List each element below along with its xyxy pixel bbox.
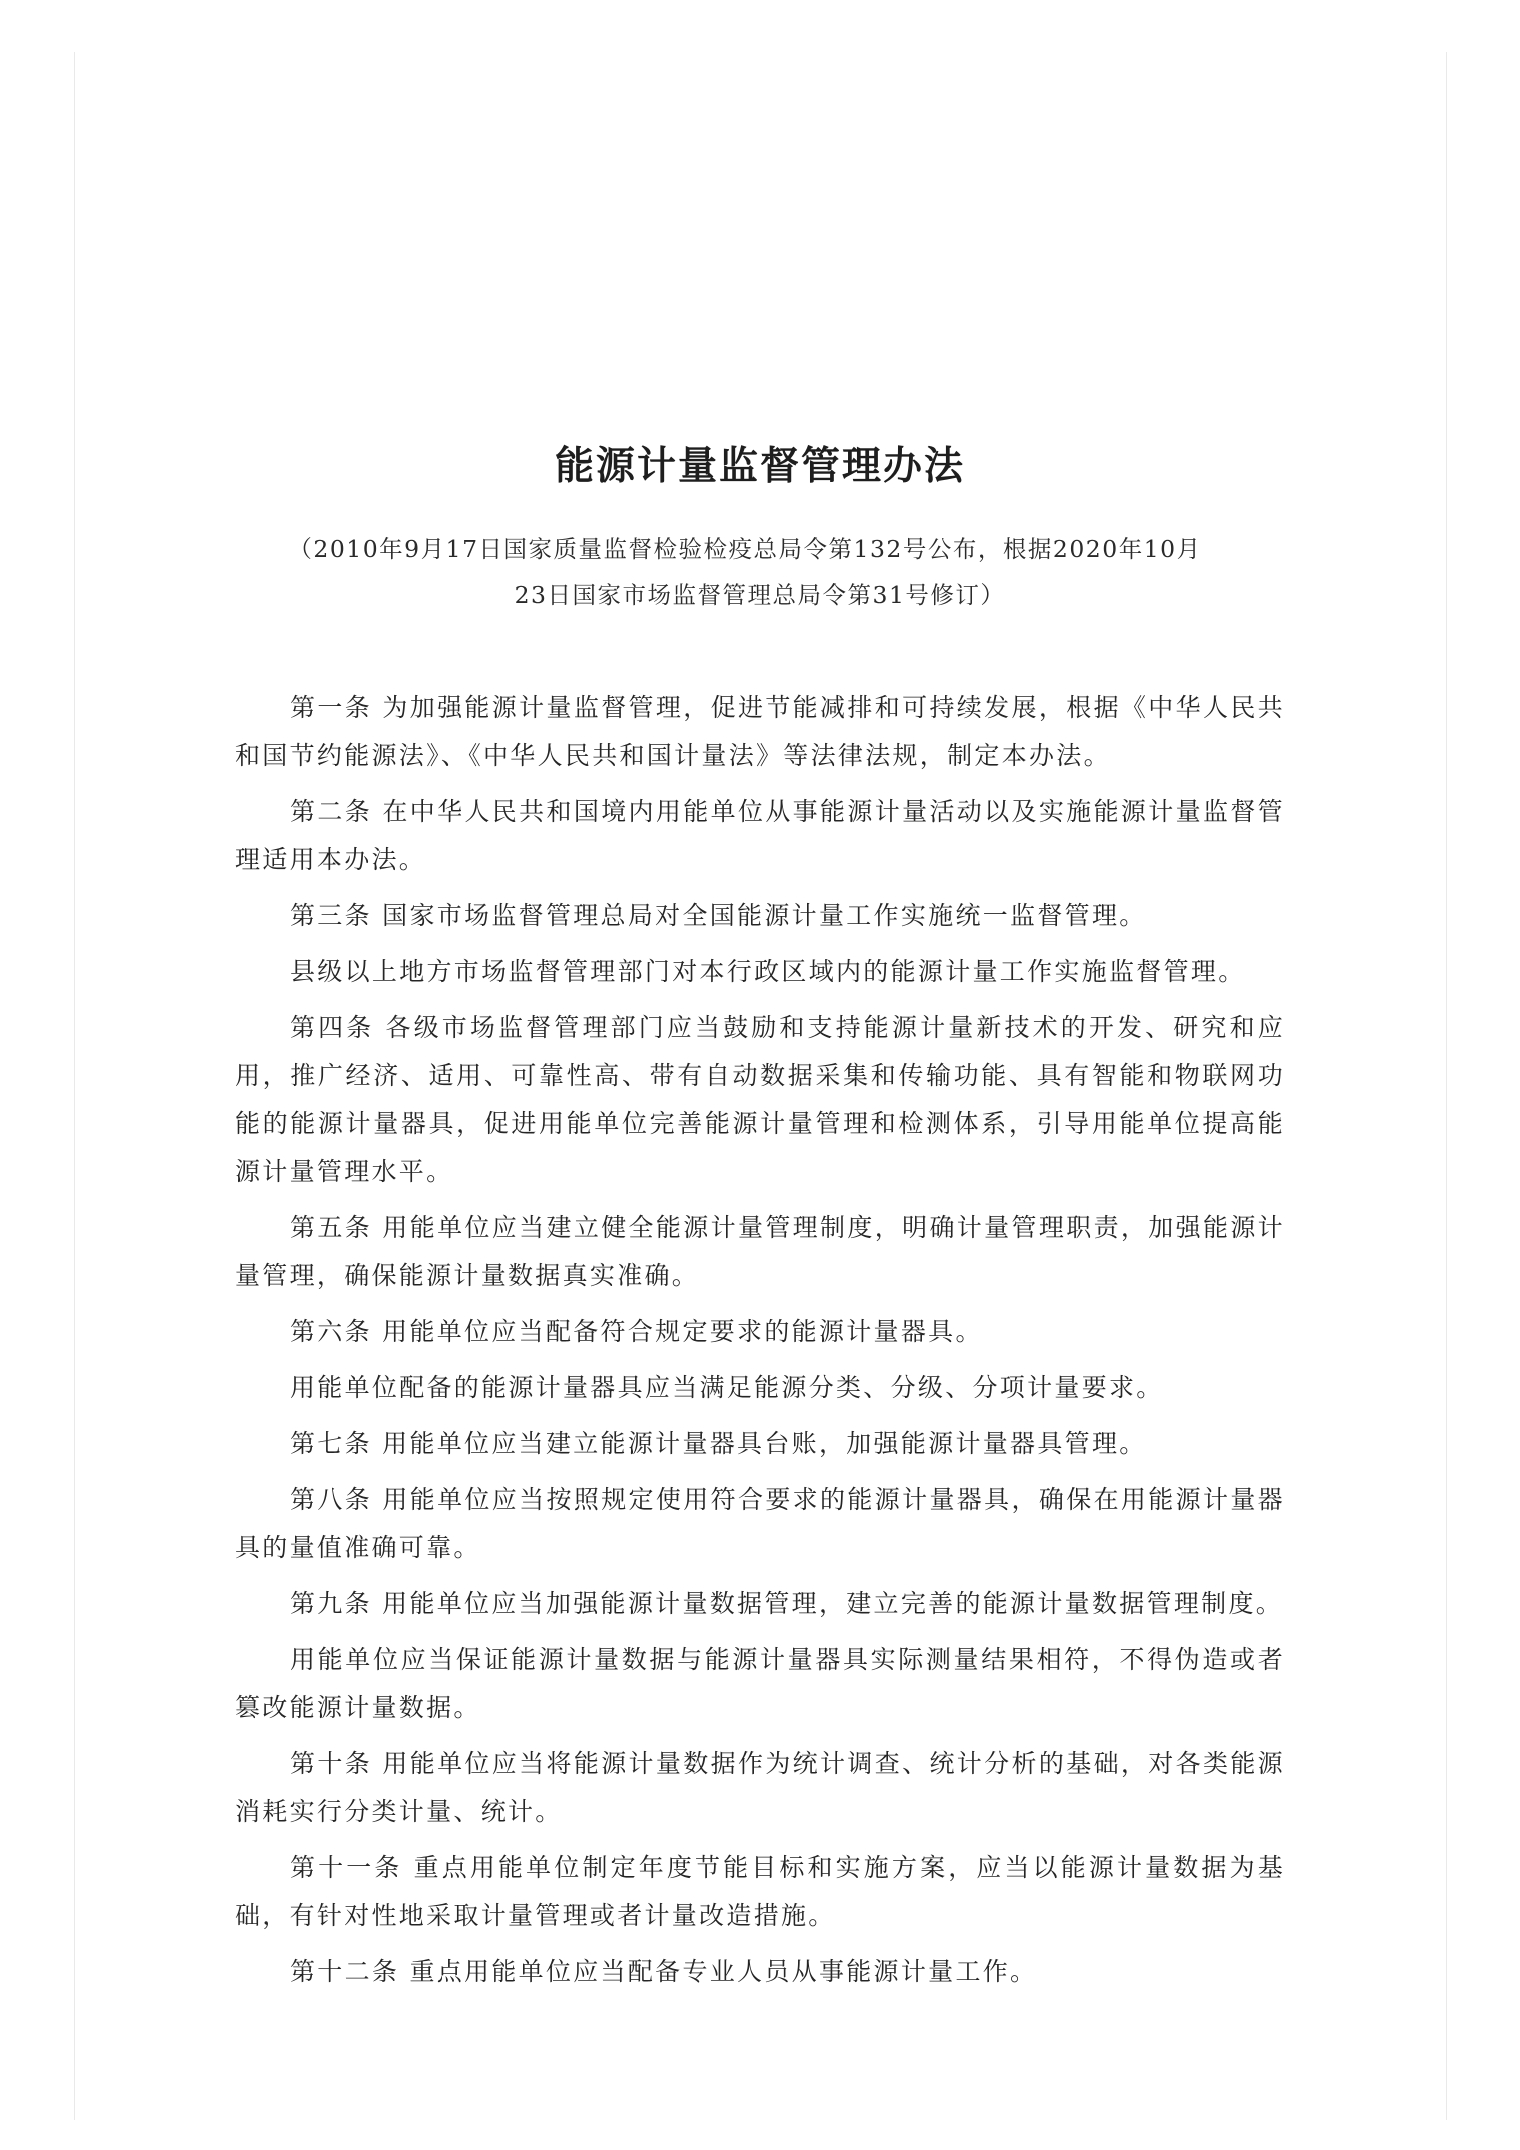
article-paragraph: 用能单位应当保证能源计量数据与能源计量器具实际测量结果相符，不得伪造或者篡改能源计量数据。 xyxy=(235,1645,1285,1722)
article-paragraph: 用能单位配备的能源计量器具应当满足能源分类、分级、分项计量要求。 xyxy=(290,1373,1164,1402)
article-paragraph: 第七条 用能单位应当建立能源计量器具台账，加强能源计量器具管理。 xyxy=(290,1429,1147,1458)
article-paragraph: 第五条 用能单位应当建立健全能源计量管理制度，明确计量管理职责，加强能源计量管理，确保能源计量数据真实准确。 xyxy=(235,1213,1285,1290)
page-edge-right xyxy=(1446,52,1447,2120)
article-paragraph: 第四条 各级市场监督管理部门应当鼓励和支持能源计量新技术的开发、研究和应用，推广经济、适用、可靠性高、带有自动数据采集和传输功能、具有智能和物联网功能的能源计量器具，促进用能单位完善能源计量管理和检测体系，引导用能单位提高能源计量管理水平。 xyxy=(235,1013,1285,1186)
subtitle-line: 23日国家市场监督管理总局令第31号修订） xyxy=(514,581,1006,609)
document-body xyxy=(235,438,1285,2004)
article-paragraph: 第一条 为加强能源计量监督管理，促进节能减排和可持续发展，根据《中华人民共和国节约能源法》、《中华人民共和国计量法》等法律法规，制定本办法。 xyxy=(235,693,1285,770)
article-paragraph: 第十条 用能单位应当将能源计量数据作为统计调查、统计分析的基础，对各类能源消耗实行分类计量、统计。 xyxy=(235,1749,1285,1826)
page-edge-left xyxy=(74,52,75,2120)
article-paragraph: 第十一条 重点用能单位制定年度节能目标和实施方案，应当以能源计量数据为基础，有针对性地采取计量管理或者计量改造措施。 xyxy=(235,1853,1285,1930)
article-paragraph: 第六条 用能单位应当配备符合规定要求的能源计量器具。 xyxy=(290,1317,983,1346)
article-paragraph: 县级以上地方市场监督管理部门对本行政区域内的能源计量工作实施监督管理。 xyxy=(290,957,1246,986)
article-paragraph: 第三条 国家市场监督管理总局对全国能源计量工作实施统一监督管理。 xyxy=(290,901,1147,930)
subtitle-line: （2010年9月17日国家质量监督检验检疫总局令第132号公布，根据2020年10月 xyxy=(288,535,1202,563)
article-paragraph: 第十二条 重点用能单位应当配备专业人员从事能源计量工作。 xyxy=(290,1957,1038,1986)
document-title: 能源计量监督管理办法 xyxy=(554,443,965,489)
article-paragraph: 第九条 用能单位应当加强能源计量数据管理，建立完善的能源计量数据管理制度。 xyxy=(290,1589,1284,1618)
article-paragraph: 第八条 用能单位应当按照规定使用符合要求的能源计量器具，确保在用能源计量器具的量值准确可靠。 xyxy=(235,1485,1285,1562)
article-paragraph: 第二条 在中华人民共和国境内用能单位从事能源计量活动以及实施能源计量监督管理适用本办法。 xyxy=(235,797,1285,874)
document-subtitle xyxy=(235,526,1285,618)
